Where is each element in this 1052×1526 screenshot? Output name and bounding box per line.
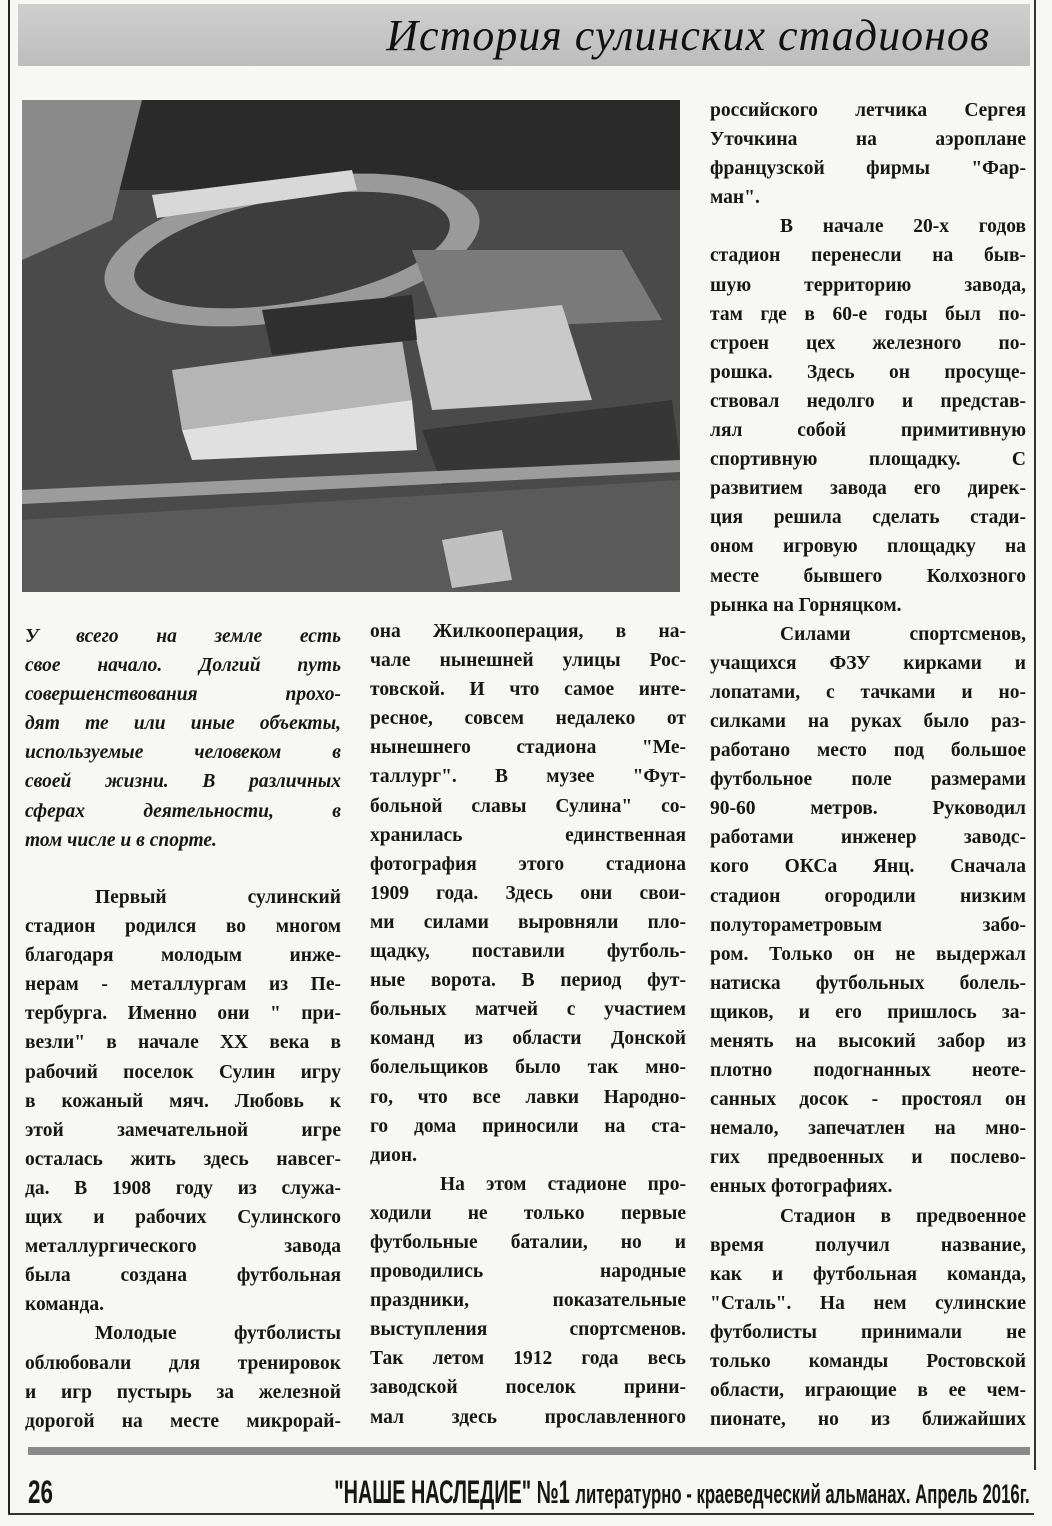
text-line: команд из области Донской [370,1028,686,1050]
text-line: там где в 60-е годы был по- [710,303,1026,325]
column-3 [710,96,1026,1434]
text-line: футбольные баталии, но и [370,1231,686,1253]
text-line: болельщиков было так мно- [370,1057,686,1079]
column-2 [370,617,686,1432]
text-line: благодаря молодым инже- [25,945,341,967]
text-line: менять на высокий забор из [710,1031,1026,1052]
text-line: щих и рабочих Сулинского [25,1207,341,1229]
text-line: только команды Ростовской [710,1351,1026,1373]
text-line: шую территорию завода, [710,274,1026,296]
stadium-aerial-photo [22,100,680,592]
paragraph [710,1202,1026,1435]
text-line: На этом стадионе про- [440,1173,686,1195]
text-line: Силами спортсменов, [780,623,1026,645]
text-line: лопатами, с тачками и но- [710,681,1026,703]
page-border-bottom [8,1513,1034,1515]
page-border-left [8,0,10,1515]
publication-name: "НАШЕ НАСЛЕДИЕ" №1 [334,1474,571,1510]
page-number: 26 [28,1474,53,1510]
text-line: французской фирмы "Фар- [710,158,1026,180]
text-line: в кожаный мяч. Любовь к [25,1090,341,1112]
text-line: ходили не только первые [370,1202,686,1224]
text-line: используемые человеком в [25,742,341,764]
text-line: немало, запечатлен на мно- [710,1118,1026,1140]
text-line: ция решила сделать стади- [710,507,1026,529]
text-line: металлургического завода [25,1236,341,1258]
text-line: стадион огородили низким [710,885,1026,907]
text-line: она Жилкооперация, в на- [370,621,686,642]
text-line: своей жизни. В различных [25,771,341,793]
text-line: стадион родился во многом [25,916,341,938]
text-line: том числе и в спорте. [25,829,217,851]
text-line: нынешнего стадиона "Ме- [370,737,686,759]
article-title: История сулинских стадионов [386,11,990,60]
text-line: облюбовали для тренировок [25,1352,341,1374]
text-line: "Сталь". На нем сулинские [710,1292,1026,1314]
text-line: полутораметровым забо- [710,914,1026,936]
footer-publication [335,1474,1030,1511]
paragraph [25,1319,341,1435]
text-line: российского летчика Сергея [710,100,1026,121]
text-line: футболисты принимали не [710,1321,1026,1343]
column-1 [25,883,341,1436]
paragraph [710,620,1026,1202]
text-line: учащихся ФЗУ кирками и [710,652,1026,674]
text-line: да. В 1908 году из служа- [25,1177,341,1199]
text-line: месте бывшего Колхозного [710,565,1026,587]
text-line: области, играющие в ее чем- [710,1380,1026,1402]
text-line: рынка на Горняцком. [710,594,902,616]
text-line: ман". [710,187,760,209]
text-line: дят те или иные объекты, [25,713,341,735]
text-line: футбольное поле размерами [710,769,1026,791]
text-line: силками на руках было раз- [710,710,1026,732]
text-line: работано место под большое [710,740,1026,762]
text-line: мал здесь прославленного [370,1406,686,1428]
text-line: дорогой на месте микрорай- [25,1410,341,1432]
text-line: Так летом 1912 года весь [370,1348,686,1370]
text-line: ресное, совсем недалеко от [370,708,686,730]
text-line: больной славы Сулина" со- [370,795,686,817]
text-line: команда. [25,1294,104,1316]
text-line: товской. И что самое инте- [370,679,686,701]
paragraph [710,212,1026,619]
text-line: больных матчей с участием [370,999,686,1021]
text-line: го дома приносили на ста- [370,1115,686,1137]
text-line: енных фотографиях. [710,1176,893,1198]
text-line: праздники, показательные [370,1290,686,1312]
text-line: натиска футбольных болель- [710,972,1026,994]
text-line: рабочий поселок Сулин игру [25,1061,341,1083]
paragraph [25,883,341,1319]
text-line: строен цех железного по- [710,332,1026,354]
text-line: развитием завода его дирек- [710,478,1026,500]
text-line: спортивную площадку. С [710,449,1026,471]
text-line: стадион перенесли на быв- [710,245,1026,267]
text-line: время получил название, [710,1234,1026,1256]
text-line: работами инженер заводс- [710,827,1026,849]
text-line: щадку, поставили футболь- [370,941,686,963]
text-line: Молодые футболисты [95,1323,341,1345]
text-line: свое начало. Долгий путь [25,655,341,677]
text-line: санных досок - простоял он [710,1089,1026,1111]
paragraph [370,1170,686,1432]
text-line: таллург". В музее "Фут- [370,766,686,788]
text-line: рошка. Здесь он просуще- [710,361,1026,383]
text-line: фотография этого стадиона [370,853,686,875]
text-line: везли" в начале XX века в [25,1032,341,1054]
text-line: и игр пустырь за железной [25,1381,341,1403]
text-line: лял собой примитивную [710,420,1026,442]
publication-subtitle: литературно - краеведческий альманах. Апрель 2016г. [575,1479,1030,1509]
text-line: Уточкина на аэроплане [710,129,1026,151]
text-line: заводской поселок прини- [370,1377,686,1399]
text-line: плотно подогнанных неоте- [710,1060,1026,1082]
text-line: чале нынешней улицы Рос- [370,650,686,672]
paragraph [370,617,686,1170]
text-line: выступления спортсменов. [370,1319,686,1341]
text-line: гих предвоенных и послево- [710,1147,1026,1169]
text-line: проводились народные [370,1261,686,1283]
paragraph [710,96,1026,212]
text-line: 90-60 метров. Руководил [710,798,1026,820]
text-line: кого ОКСа Янц. Сначала [710,856,1026,878]
page-border-right [1034,0,1036,1470]
text-line: У всего на земле есть [25,626,341,647]
text-line: дион. [370,1144,417,1166]
text-line: щиков, и его пришлось за- [710,1001,1026,1023]
text-line: В начале 20-х годов [780,216,1026,238]
text-line: ные ворота. В период фут- [370,970,686,992]
footer-rule [28,1447,1030,1455]
title-bar [18,4,1030,66]
text-line: совершенствования прохо- [25,684,341,706]
text-line: 1909 года. Здесь они свои- [370,882,686,904]
text-line: оном игровую площадку на [710,536,1026,558]
intro-paragraph [25,622,341,855]
text-line: как и футбольная команда, [710,1263,1026,1285]
text-line: ствовал недолго и представ- [710,390,1026,412]
text-line: сферах деятельности, в [25,800,341,822]
text-line: была создана футбольная [25,1265,341,1287]
text-line: Стадион в предвоенное [780,1205,1026,1227]
text-line: этой замечательной игре [25,1119,341,1141]
text-line: тербурга. Именно они " при- [25,1003,341,1025]
text-line: ром. Только он не выдержал [710,943,1026,965]
text-line: Первый сулинский [95,887,341,908]
text-line: ми силами выровняли пло- [370,911,686,933]
text-line: пионате, но из ближайших [710,1409,1026,1431]
text-line: хранилась единственная [370,824,686,846]
text-line: го, что все лавки Народно- [370,1086,686,1108]
text-line: осталась жить здесь навсег- [25,1148,341,1170]
text-line: нерам - металлургам из Пе- [25,974,341,996]
